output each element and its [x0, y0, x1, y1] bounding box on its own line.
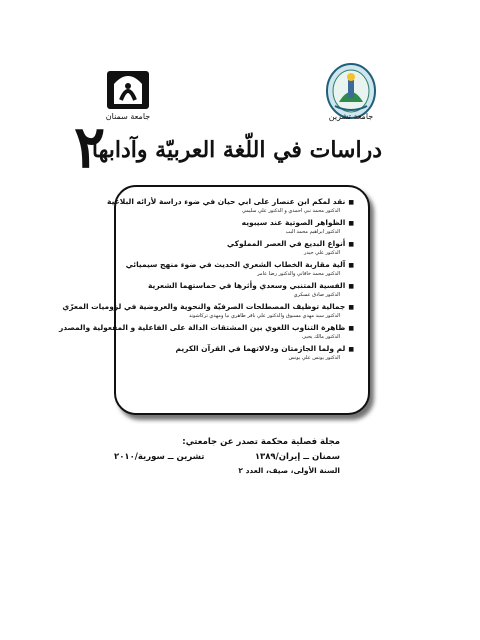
- article-title: ■ نقد لمكم ابن عنصار على ابي حيان في ضوء دراسة لأرائه البلاغية: [122, 197, 354, 208]
- article-item: [122, 239, 354, 257]
- year-issue-line: السنة الأولى، صيف، العدد ٢: [238, 466, 340, 475]
- article-author: الدكتور مالك يحيى: [302, 334, 340, 340]
- issue-number: ٢: [74, 113, 106, 181]
- article-author: الدكتور علي حيدر: [303, 250, 340, 256]
- article-item: [62, 302, 354, 320]
- article-title: ■ الفسية المتنبي وسعدي وأثرها في حماستهما الشعرية: [122, 281, 354, 292]
- article-title: ■ الظواهر الصوتية عند سيبويه: [122, 218, 354, 229]
- article-title: ■ آلية مقاربة الخطاب الشعري الحديث في ضوء منهج سيميائي: [122, 260, 354, 271]
- publisher-tishreen: تشرين ــ سورية/٢٠١٠: [114, 452, 205, 462]
- article-author: الدكتور سيد مهدي مسبوق والدكتور علي باقر طاهري نيا ومهدي ترکاشوند: [189, 313, 340, 319]
- article-list: [58, 197, 354, 365]
- article-item: [122, 344, 354, 362]
- publisher-semnan: سمنان ــ إيران/١٣٨٩: [254, 452, 340, 462]
- article-author: الدكتور ابراهيم محمد البب: [285, 229, 340, 235]
- article-item: [122, 281, 354, 299]
- semnan-university-label: جامعة سمنان: [105, 112, 151, 121]
- article-author: الدكتور محمد خاقاني والدكتور رضا عامر: [257, 271, 340, 277]
- journal-title: دراسات في اللّغة العربيّة وآدابها: [91, 137, 382, 163]
- semnan-university-logo: [106, 70, 150, 110]
- article-author: الدكتور صادق عسكري: [293, 292, 340, 298]
- article-author: الدكتور محمد نبي احمدي و الدكتور علي سليمي: [241, 208, 340, 214]
- table-of-contents-box: [58, 185, 370, 415]
- article-item: [122, 218, 354, 236]
- article-title: ■ لم ولما الجازمتان ودلالاتهما في القرآن الكريم: [122, 344, 354, 355]
- article-item: [58, 323, 354, 341]
- article-title: ■ ظاهرة التناوب اللغوي بين المشتقات الدالة على الفاعلية و المفعولية والمصدر: [122, 323, 354, 334]
- article-item: [122, 260, 354, 278]
- article-author: الدكتور يونس علي يونس: [288, 355, 340, 361]
- article-title: ■ أنواع البديع في العصر المملوكي: [122, 239, 354, 250]
- article-title: ■ جمالية توظيف المصطلحات الصرفيّة والنحوية والعروضية في لزوميات المعرّي: [122, 302, 354, 313]
- tishreen-university-label: جامعة تشرين: [328, 112, 374, 121]
- article-item: [107, 197, 354, 215]
- journal-description: مجلة فصلية محكمة تصدر عن جامعتي:: [182, 437, 340, 447]
